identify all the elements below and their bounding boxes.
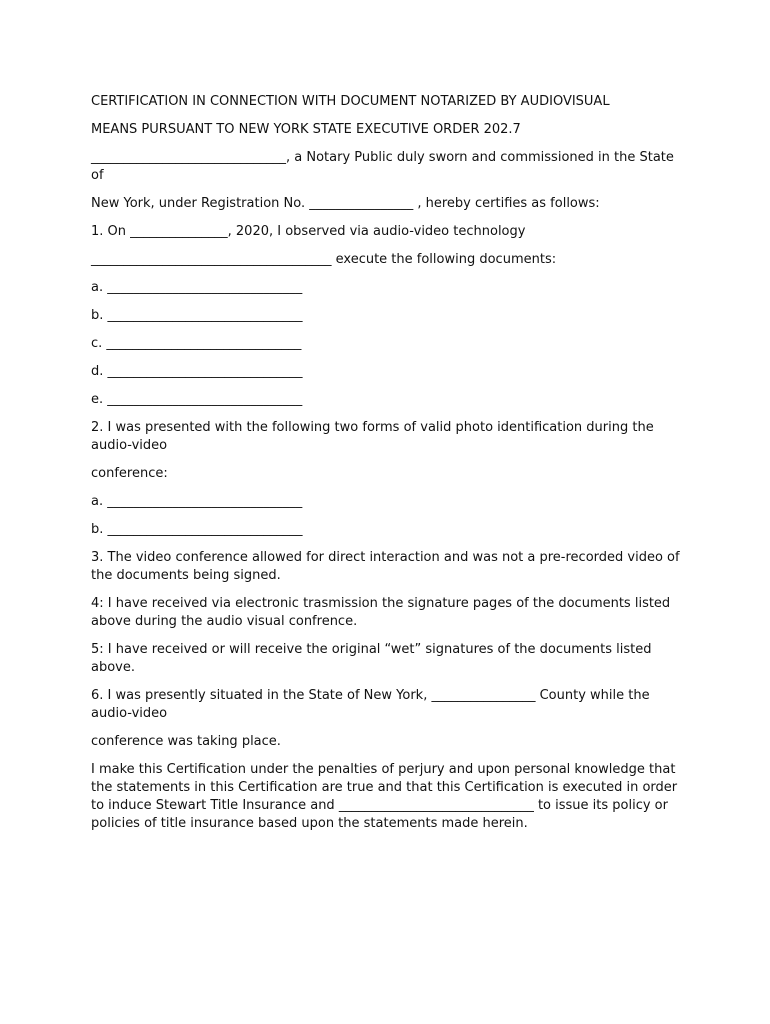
document-list-item-e: e. ______________________________ xyxy=(91,392,303,407)
conference-label-paragraph: conference: xyxy=(91,466,168,481)
item-2-paragraph: 2. I was presented with the following two forms of valid photo identification during the audio-video xyxy=(91,420,654,453)
conference-taking-place-paragraph: conference was taking place. xyxy=(91,734,281,749)
document-heading-line-2: MEANS PURSUANT TO NEW YORK STATE EXECUTIVE ORDER 202.7 xyxy=(91,122,521,137)
id-list-item-b: b. ______________________________ xyxy=(91,522,303,537)
id-list-item-a: a. ______________________________ xyxy=(91,494,303,509)
notary-intro-paragraph: ______________________________, a Notary Public duly sworn and commissioned in the State of xyxy=(91,150,674,183)
certification-document xyxy=(91,93,691,843)
item-3-paragraph: 3. The video conference allowed for direct interaction and was not a pre-recorded video of the documents being signed. xyxy=(91,550,680,583)
item-6-paragraph: 6. I was presently situated in the State of New York, ________________ County while the audio-video xyxy=(91,688,650,721)
item-4-paragraph: 4: I have received via electronic trasmission the signature pages of the documents listed above during the audio visual confrence. xyxy=(91,596,671,629)
registration-paragraph: New York, under Registration No. ________________ , hereby certifies as follows: xyxy=(91,196,600,211)
document-list-item-b: b. ______________________________ xyxy=(91,308,303,323)
document-heading-line-1: CERTIFICATION IN CONNECTION WITH DOCUMENT NOTARIZED BY AUDIOVISUAL xyxy=(91,94,610,109)
certification-closing-paragraph: I make this Certification under the penalties of perjury and upon personal knowledge that the statements in this Certification are true and that this Certification is executed in order to induce Stewart Title Insurance and ______________________________ to issue its policy or policies of title insurance based upon the statements made herein. xyxy=(91,762,678,831)
item-5-paragraph: 5: I have received or will receive the original “wet” signatures of the documents listed above. xyxy=(91,642,652,675)
document-list-item-d: d. ______________________________ xyxy=(91,364,303,379)
document-list-item-c: c. ______________________________ xyxy=(91,336,302,351)
item-1-paragraph: 1. On _______________, 2020, I observed via audio-video technology xyxy=(91,224,526,239)
document-list-item-a: a. ______________________________ xyxy=(91,280,303,295)
signer-line-paragraph: _____________________________________ execute the following documents: xyxy=(91,252,557,267)
